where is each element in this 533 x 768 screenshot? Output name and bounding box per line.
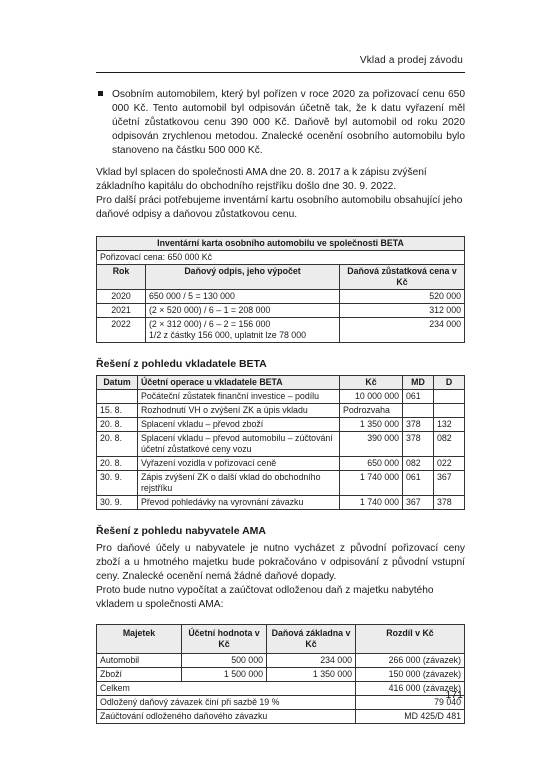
table-row [97, 682, 465, 696]
bullet-square-icon [96, 88, 112, 158]
table1-calc: (2 × 312 000) / 6 – 2 = 156 000 [149, 319, 271, 329]
table2-header-d: D [434, 376, 465, 390]
table1-calc-cell [146, 318, 340, 343]
table3-book: 1 500 000 [182, 668, 267, 682]
contributor-entries-table [96, 375, 465, 510]
table3-header-book: Účetní hodnota v Kč [182, 625, 267, 654]
table-row [97, 457, 465, 471]
table3-header-tax: Daňová základna v Kč [267, 625, 356, 654]
table1-subtitle: Pořizovací cena: 650 000 Kč [97, 251, 465, 265]
page-content [96, 80, 465, 724]
table3-deferred-value: 79 040 [356, 696, 465, 710]
table-row [97, 432, 465, 457]
table3-asset: Automobil [97, 654, 182, 668]
table2-operation: Rozhodnutí VH o zvýšení ZK a úpis vkladu [138, 404, 340, 418]
table-row [97, 710, 465, 724]
table-row [97, 418, 465, 432]
table1-value: 520 000 [340, 290, 465, 304]
table3-diff: 150 000 (závazek) [356, 668, 465, 682]
table1-year: 2021 [97, 304, 146, 318]
table1-header-year: Rok [97, 265, 146, 290]
section-heading-acquirer: Řešení z pohledu nabyvatele AMA [96, 525, 266, 537]
table3-posting-value: MD 425/D 481 [356, 710, 465, 724]
header-rule [96, 72, 465, 73]
table1-value: 234 000 [340, 318, 465, 343]
table2-md: 061 [403, 471, 434, 496]
table3-book: 500 000 [182, 654, 267, 668]
table-row [97, 496, 465, 510]
table1-value: 312 000 [340, 304, 465, 318]
table1-calc: 650 000 / 5 = 130 000 [146, 290, 340, 304]
table2-amount: 1 740 000 [340, 496, 403, 510]
table1-title: Inventární karta osobního automobilu ve společnosti BETA [97, 237, 465, 251]
table2-operation-cont: účetní zůstatkové ceny vozu [141, 444, 252, 454]
deferred-tax-table [96, 624, 465, 724]
table3-header-diff: Rozdíl v Kč [356, 625, 465, 654]
bullet-item [96, 88, 465, 158]
table-row [97, 471, 465, 496]
table-row [97, 390, 465, 404]
table2-date: 20. 8. [97, 418, 138, 432]
table2-d: 132 [434, 418, 465, 432]
table3-diff: 266 000 (závazek) [356, 654, 465, 668]
table2-amount: 10 000 000 [340, 390, 403, 404]
table1-year: 2022 [97, 318, 146, 343]
table2-date: 20. 8. [97, 457, 138, 471]
table1-header-value: Daňová zůstatková cena v Kč [340, 265, 465, 290]
table-row [97, 696, 465, 710]
table-row [97, 654, 465, 668]
inventory-card-table [96, 236, 465, 343]
table2-md [403, 404, 434, 418]
table2-operation: Zápis zvýšení ZK o další vklad do obchodního rejstříku [138, 471, 340, 496]
table2-date [97, 390, 138, 404]
table-row [97, 304, 465, 318]
table2-md: 367 [403, 496, 434, 510]
table2-operation: Splacení vkladu – převod automobilu – zúčtování [141, 433, 333, 443]
table2-date: 15. 8. [97, 404, 138, 418]
table2-operation: Splacení vkladu – převod zboží [138, 418, 340, 432]
table2-amount: 1 350 000 [340, 418, 403, 432]
table2-d: 378 [434, 496, 465, 510]
table2-date: 30. 9. [97, 496, 138, 510]
table2-d [434, 390, 465, 404]
table3-deferred-label: Odložený daňový závazek činí při sazbě 19 % [97, 696, 356, 710]
table3-tax: 1 350 000 [267, 668, 356, 682]
table2-operation: Převod pohledávky na vyrovnání závazku [138, 496, 340, 510]
paragraph-deferred-tax: Proto bude nutno vypočítat a zaúčtovat odloženou daň z majetku nabytého vkladem u společnosti AMA: [96, 585, 434, 610]
table2-header-amount: Kč [340, 376, 403, 390]
table2-header-date: Datum [97, 376, 138, 390]
table-row [97, 318, 465, 343]
table1-header-calc: Daňový odpis, jeho výpočet [146, 265, 340, 290]
table2-md: 082 [403, 457, 434, 471]
table2-md: 061 [403, 390, 434, 404]
section-heading-contributor: Řešení z pohledu vkladatele BETA [96, 358, 267, 370]
table2-header-operation: Účetní operace u vkladatele BETA [138, 376, 340, 390]
table2-operation: Počáteční zůstatek finanční investice – podílu [138, 390, 340, 404]
table2-amount: 390 000 [340, 432, 403, 457]
page-number: 171 [445, 689, 463, 701]
table1-year: 2020 [97, 290, 146, 304]
table3-total-label: Celkem [97, 682, 356, 696]
table-row [97, 404, 465, 418]
running-header: Vklad a prodej závodu [359, 55, 463, 66]
table2-date: 30. 9. [97, 471, 138, 496]
table2-md: 378 [403, 432, 434, 457]
paragraph-inventory: Pro další práci potřebujeme inventární kartu osobního automobilu obsahující jeho daňové odpisy a daňovou zůstatkovou cenu. [96, 195, 463, 220]
paragraph-deposit: Vklad byl splacen do společnosti AMA dne 20. 8. 2017 a k zápisu zvýšení základního kapitálu do obchodního rejstříku došlo dne 30. 9. 2022. [96, 167, 427, 192]
table2-amount: Podrozvaha [340, 404, 403, 418]
table3-tax: 234 000 [267, 654, 356, 668]
table3-header-asset: Majetek [97, 625, 182, 654]
table2-d: 367 [434, 471, 465, 496]
table2-md: 378 [403, 418, 434, 432]
table2-d [434, 404, 465, 418]
table-row [97, 668, 465, 682]
table2-amount: 650 000 [340, 457, 403, 471]
table1-calc-note: 1/2 z částky 156 000, uplatnit lze 78 000 [149, 330, 306, 340]
table2-operation-cell [138, 432, 340, 457]
table1-calc: (2 × 520 000) / 6 – 1 = 208 000 [146, 304, 340, 318]
table2-header-md: MD [403, 376, 434, 390]
bullet-text: Osobním automobilem, který byl pořízen v roce 2020 za pořizovací cenu 650 000 Kč. Tento automobil byl odpisován účetně tak, že k datu vyřazení měl účetní zůstatkovou cenu 390 000 Kč. Daňově byl automobil od roku 2020 odpisován zrychlenou metodou. Znalecké ocenění osobního automobilu bylo stanoveno na částku 500 000 Kč. [112, 89, 465, 156]
table2-d: 022 [434, 457, 465, 471]
paragraph-tax-basis: Pro daňové účely u nabyvatele je nutno vycházet z původní pořizovací ceny zboží a u hmotného majetku bude pokračováno v odpisování z původní vstupní ceny. Znalecké ocenění nemá žádné daňové dopady. [96, 543, 465, 582]
table2-d: 082 [434, 432, 465, 457]
table2-amount: 1 740 000 [340, 471, 403, 496]
table3-total-value: 416 000 (závazek) [356, 682, 465, 696]
table3-asset: Zboží [97, 668, 182, 682]
table2-date: 20. 8. [97, 432, 138, 457]
table-row [97, 290, 465, 304]
table3-posting-label: Zaúčtování odloženého daňového závazku [97, 710, 356, 724]
table2-operation: Vyřazení vozidla v pořizovací ceně [138, 457, 340, 471]
